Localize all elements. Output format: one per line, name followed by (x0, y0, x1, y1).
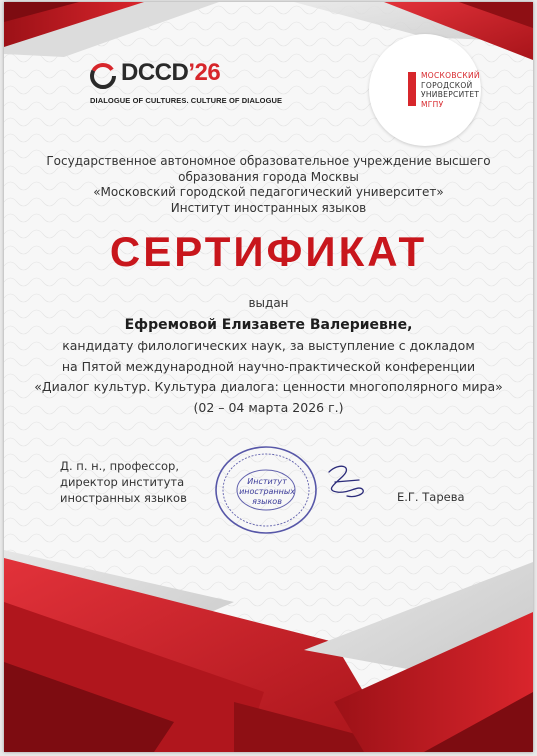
handwritten-signature (319, 460, 369, 506)
certificate-title: СЕРТИФИКАТ (109, 228, 428, 275)
certificate-page (4, 2, 533, 752)
stamp-line2: иностранных (239, 487, 295, 496)
conference-title: «Диалог культур. Культура диалога: ценности многополярного мира» (34, 379, 503, 394)
signer-position (60, 458, 187, 506)
certificate-body (14, 292, 523, 418)
signer-name: Е.Г. Тарева (397, 490, 465, 504)
stamp-line1: Институт (247, 477, 287, 486)
university-logo-line2: ГОРОДСКОЙ (421, 80, 473, 90)
recipient-name: Ефремовой Елизавете Валериевне, (124, 317, 413, 333)
stamp-line3: языков (252, 497, 282, 506)
organization-line3: «Московский городской педагогический университет» (93, 185, 444, 199)
university-logo-line3: УНИВЕРСИТЕТ (421, 90, 480, 99)
conference-dates: (02 – 04 марта 2026 г.) (193, 399, 344, 415)
university-logo (421, 71, 480, 109)
issued-label: выдан (248, 296, 289, 310)
stamp-text (232, 477, 302, 507)
organization-line1: Государственное автономное образовательное учреждение высшего (46, 154, 491, 168)
organization-block (34, 154, 503, 216)
dccd-tagline: DIALOGUE OF CULTURES. CULTURE OF DIALOGUE (90, 96, 283, 105)
organization-line4: Институт иностранных языков (170, 200, 367, 215)
signer-position-line1: Д. п. н., профессор, (60, 459, 180, 473)
signer-position-line3: иностранных языков (60, 491, 187, 505)
university-mark-icon (408, 72, 416, 106)
university-logo-abbr: МГПУ (421, 99, 444, 109)
university-logo-line1: МОСКОВСКИЙ (421, 71, 480, 80)
conference-line: на Пятой международной научно-практической конференции (61, 358, 476, 374)
dccd-ring-icon (88, 61, 118, 91)
recipient-description: кандидату филологических наук, за выступление с докладом (62, 338, 475, 353)
dccd-logo (88, 59, 283, 109)
signer-position-line2: директор института (60, 475, 185, 489)
organization-line2: образования города Москвы (178, 169, 359, 184)
dccd-title: DCCD’26 (121, 59, 221, 86)
